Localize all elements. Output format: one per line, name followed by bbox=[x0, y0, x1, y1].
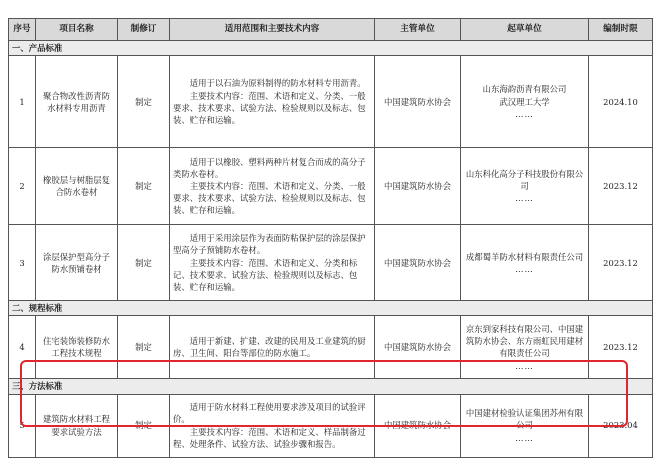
drafter-ellipsis: …… bbox=[515, 263, 534, 274]
drafter-line: 武汉理工大学 bbox=[499, 96, 550, 107]
cell-name: 橡胶层与树脂层复合防水卷材 bbox=[36, 148, 118, 225]
cell-no: 2 bbox=[9, 148, 36, 225]
scope-line: 适用于采用涂层作为表面防粘保护层的涂层保护型高分子预铺防水卷材。 bbox=[173, 233, 366, 256]
header-scope: 适用范围和主要技术内容 bbox=[170, 19, 375, 41]
cell-scope bbox=[170, 225, 375, 301]
header-drafter: 起草单位 bbox=[461, 19, 589, 41]
cell-no: 1 bbox=[9, 56, 36, 148]
highlight-box bbox=[20, 360, 628, 427]
cell-dept: 中国建筑防水协会 bbox=[375, 225, 461, 301]
cell-time: 2024.10 bbox=[589, 56, 653, 148]
drafter-line: 成都蜀羊防水材料有限责任公司 bbox=[465, 251, 584, 262]
scope-line: 适用于以橡胶、塑料两种片材复合而成的高分子类防水卷材。 bbox=[173, 156, 366, 179]
header-name: 项目名称 bbox=[36, 19, 118, 41]
header-time: 编制时限 bbox=[589, 19, 653, 41]
section-row-procedure bbox=[9, 301, 653, 316]
cell-type: 制定 bbox=[118, 394, 170, 457]
cell-name: 涂层保护型高分子防水预铺卷材 bbox=[36, 225, 118, 301]
cell-type: 制定 bbox=[118, 225, 170, 301]
drafter-line: 山东海韵沥青有限公司 bbox=[482, 84, 567, 95]
scope-line: 适用于新建、扩建、改建的民用及工业建筑的厨房、卫生间、阳台等部位的防水施工。 bbox=[173, 336, 366, 359]
table-row bbox=[9, 225, 653, 301]
cell-type: 制定 bbox=[118, 148, 170, 225]
drafter-line: 山东科化高分子科技股份有限公司 bbox=[465, 168, 584, 192]
scope-line: 适用于防水材料工程使用要求涉及项目的试验评价。 bbox=[173, 402, 366, 425]
cell-time: 2023.12 bbox=[589, 316, 653, 379]
cell-type: 制定 bbox=[118, 56, 170, 148]
cell-name: 住宅装饰装修防水工程技术规程 bbox=[36, 316, 118, 379]
cell-drafter bbox=[461, 148, 589, 225]
cell-time: 2023.12 bbox=[589, 225, 653, 301]
section-title: 二、规程标准 bbox=[9, 301, 653, 316]
drafter-ellipsis: …… bbox=[515, 193, 534, 204]
cell-drafter bbox=[461, 56, 589, 148]
table-row bbox=[9, 56, 653, 148]
scope-line: 适用于以石油为原料制得的防水材料专用沥青。 bbox=[189, 78, 366, 89]
header-row bbox=[9, 19, 653, 41]
cell-dept: 中国建筑防水协会 bbox=[375, 148, 461, 225]
cell-name: 建筑防水材料工程要求试验方法 bbox=[36, 394, 118, 457]
section-title: 一、产品标准 bbox=[9, 41, 653, 56]
header-dept: 主管单位 bbox=[375, 19, 461, 41]
cell-time: 2023.12 bbox=[589, 148, 653, 225]
scope-line: 主要技术内容：范围、术语和定义、分类、一般要求、技术要求、试验方法、检验规则以及标志、包装、贮存和运输。 bbox=[173, 181, 366, 216]
cell-name: 聚合物改性沥青防水材料专用沥青 bbox=[36, 56, 118, 148]
drafter-ellipsis: …… bbox=[515, 108, 534, 119]
drafter-ellipsis: …… bbox=[515, 432, 534, 443]
table-row bbox=[9, 148, 653, 225]
cell-scope bbox=[170, 148, 375, 225]
scope-line: 主要技术内容：范围、术语和定义、样品制备过程、处理条件、试验方法、试验步骤和报告。 bbox=[173, 426, 366, 449]
cell-dept: 中国建筑防水协会 bbox=[375, 394, 461, 457]
cell-drafter bbox=[461, 225, 589, 301]
cell-no: 5 bbox=[9, 394, 36, 457]
scope-line: 主要技术内容：范围、术语和定义、分类、一般要求、技术要求、试验方法、检验规则以及标志、包装、贮存和运输。 bbox=[173, 90, 366, 125]
drafter-line: 京东到家科技有限公司、中国建筑防水协会、东方雨虹民用建材有限责任公司 bbox=[465, 324, 584, 359]
cell-no: 3 bbox=[9, 225, 36, 301]
header-no: 序号 bbox=[9, 19, 36, 41]
drafter-line: 中国建材检验认证集团苏州有限公司 bbox=[465, 408, 584, 431]
cell-time: 2023.04 bbox=[589, 394, 653, 457]
cell-dept: 中国建筑防水协会 bbox=[375, 316, 461, 379]
cell-no: 4 bbox=[9, 316, 36, 379]
drafter-ellipsis: …… bbox=[515, 360, 534, 371]
section-title: 三、方法标准 bbox=[9, 379, 653, 394]
cell-scope bbox=[170, 56, 375, 148]
section-row-product bbox=[9, 41, 653, 56]
header-type: 制修订 bbox=[118, 19, 170, 41]
scope-line: 主要技术内容：范围、术语和定义、分类和标记、技术要求、试验方法、检验规则以及标志、包装、贮存和运输。 bbox=[173, 257, 358, 292]
cell-dept: 中国建筑防水协会 bbox=[375, 56, 461, 148]
cell-type: 制定 bbox=[118, 316, 170, 379]
